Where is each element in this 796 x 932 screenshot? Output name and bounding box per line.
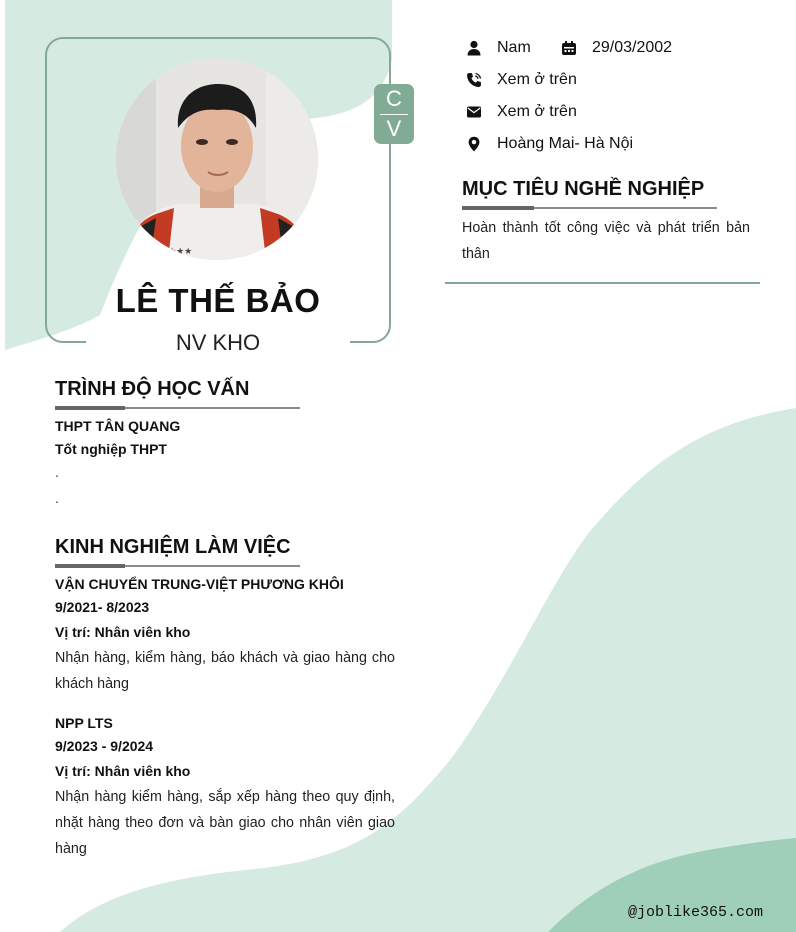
phone-icon bbox=[466, 72, 482, 88]
job-1-period: 9/2021- 8/2023 bbox=[55, 599, 150, 615]
education-result: Tốt nghiệp THPT bbox=[55, 441, 167, 457]
job-2-position: Vị trí: Nhân viên kho bbox=[55, 763, 191, 779]
birthday-row bbox=[561, 38, 672, 58]
job-1-position: Vị trí: Nhân viên kho bbox=[55, 624, 191, 640]
experience-title: KINH NGHIỆM LÀM VIỆC bbox=[55, 536, 291, 558]
education-detail-1: . bbox=[55, 464, 59, 480]
education-title: TRÌNH ĐỘ HỌC VẤN bbox=[55, 378, 250, 400]
job-1-description: Nhận hàng, kiểm hàng, báo khách và giao hàng cho khách hàng bbox=[55, 650, 395, 692]
job-2-period: 9/2023 - 9/2024 bbox=[55, 738, 154, 754]
envelope-icon bbox=[466, 104, 482, 120]
map-pin-icon bbox=[466, 136, 482, 152]
job-1-company: VẬN CHUYỂN TRUNG-VIỆT PHƯƠNG KHÔI bbox=[55, 576, 344, 592]
person-icon bbox=[466, 40, 482, 56]
education-school: THPT TÂN QUANG bbox=[55, 418, 181, 434]
email-row bbox=[466, 102, 577, 122]
email-value: Xem ở trên bbox=[497, 103, 577, 120]
gender-value: Nam bbox=[497, 39, 531, 56]
site-watermark: @joblike365.com bbox=[628, 904, 764, 921]
objective-title: MỤC TIÊU NGHỀ NGHIỆP bbox=[462, 178, 705, 200]
avatar-portrait bbox=[116, 58, 318, 260]
address-row bbox=[466, 134, 633, 154]
phone-row bbox=[466, 70, 577, 90]
objective-bottom-rule bbox=[445, 282, 760, 284]
birthday-value: 29/03/2002 bbox=[592, 39, 673, 56]
avatar bbox=[116, 58, 318, 260]
phone-value: Xem ở trên bbox=[497, 71, 577, 88]
education-detail-2: . bbox=[55, 490, 59, 506]
cv-badge bbox=[374, 84, 414, 144]
address-value: Hoàng Mai- Hà Nội bbox=[497, 135, 634, 152]
cv-badge-divider bbox=[380, 114, 408, 115]
cv-badge-letter-c: C bbox=[386, 86, 402, 111]
experience-title-rule bbox=[55, 565, 300, 567]
gender-row bbox=[466, 38, 531, 58]
objective-title-rule bbox=[462, 207, 717, 209]
cv-badge-letter-v: V bbox=[386, 116, 402, 141]
objective-text: Hoàn thành tốt công việc và phát triển bản thân bbox=[462, 220, 750, 262]
candidate-name: LÊ THẾ BẢO bbox=[115, 282, 321, 319]
calendar-icon bbox=[561, 40, 577, 56]
job-2-description: Nhận hàng kiểm hàng, sắp xếp hàng theo quy định, nhặt hàng theo đơn và bàn giao cho nhân viên giao hàng bbox=[55, 789, 395, 857]
education-title-rule bbox=[55, 407, 300, 409]
svg-text:★★★: ★★★ bbox=[168, 247, 193, 257]
job-2-company: NPP LTS bbox=[55, 715, 113, 731]
candidate-role: NV KHO bbox=[175, 330, 261, 355]
